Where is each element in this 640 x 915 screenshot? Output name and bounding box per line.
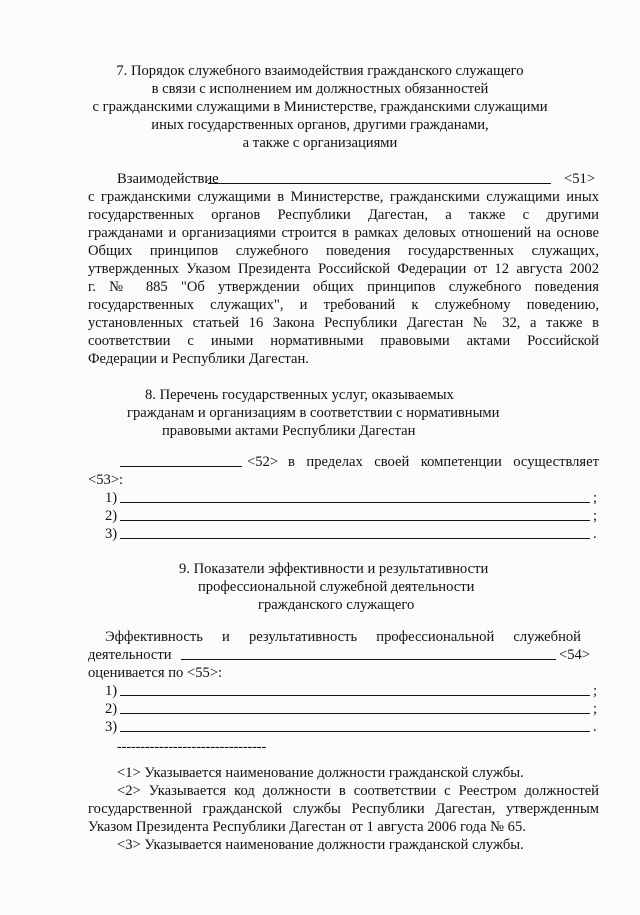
- section8-heading-line: гражданам и организациям в соответствии с нормативными: [127, 405, 500, 421]
- intro-word: Взаимодействие: [117, 171, 219, 187]
- section7-body-line: гражданами и организациями строится в рамках деловых отношений на основе: [88, 225, 599, 241]
- section7-body-line: Общих принципов служебного поведения государственных служащих,: [88, 243, 599, 259]
- list-item-end: .: [593, 526, 597, 542]
- section7-heading-line: а также с организациями: [242, 135, 398, 151]
- list-item-number: 2): [105, 701, 118, 717]
- section7-body-line: Федерации и Республики Дагестан.: [88, 351, 309, 367]
- section7-body-line: государственных органов Республики Дагестан, а также с другими: [88, 207, 599, 223]
- list-item-number: 2): [105, 508, 118, 524]
- list-item-number: 3): [105, 526, 118, 542]
- section7-body-line: г. № 885 "Об утверждении общих принципов служебного поведения: [88, 279, 599, 295]
- blank-field-52: [120, 466, 242, 467]
- footnote-line: <2> Указывается код должности в соответствии с Реестром должностей: [117, 783, 599, 799]
- section7-body-line: утвержденных Указом Президента Российской Федерации от 12 августа 2002: [88, 261, 599, 277]
- list-item-end: ;: [593, 508, 598, 524]
- section9-line2-word: деятельности: [88, 647, 172, 663]
- section7-body-line: соответствии с иными нормативными правовыми актами Российской: [88, 333, 599, 349]
- footnote-line: <1> Указывается наименование должности гражданской службы.: [117, 765, 524, 781]
- section9-line3: оценивается по <55>:: [88, 665, 223, 681]
- blank-field-item: [120, 538, 590, 539]
- blank-field-51: [208, 183, 551, 184]
- footnote-ref-53: <53>:: [88, 472, 124, 488]
- section7-heading-line: в связи с исполнением им должностных обязанностей: [151, 81, 489, 97]
- section9-heading-line: профессиональной служебной деятельности: [198, 579, 475, 595]
- list-item-number: 1): [105, 490, 118, 506]
- section9-line1: Эффективность и результативность профессиональной служебной: [105, 629, 581, 645]
- footnote-line: <3> Указывается наименование должности гражданской службы.: [117, 837, 524, 853]
- blank-field-54: [181, 659, 556, 660]
- section8-line1-text: в пределах своей компетенции осуществляет: [288, 454, 599, 470]
- section7-body-line: государственных служащих", и требований к служебному поведению,: [88, 297, 599, 313]
- section7-body-line: с гражданскими служащими в Министерстве, гражданскими служащими иных: [88, 189, 599, 205]
- list-item-end: ;: [593, 490, 598, 506]
- list-item-end: ;: [593, 683, 598, 699]
- footnote-line: государственной гражданской службы Республики Дагестан, утвержденным: [88, 801, 599, 817]
- section9-heading-line: 9. Показатели эффективности и результативности: [179, 561, 489, 577]
- blank-field-item: [120, 520, 590, 521]
- section7-heading-line: иных государственных органов, другими гражданами,: [151, 117, 489, 133]
- section7-body-line: установленных статьей 16 Закона Республики Дагестан № 32, а также в: [88, 315, 599, 331]
- footnote-separator: --------------------------------: [117, 739, 267, 755]
- footnote-ref-52: <52>: [247, 454, 279, 470]
- list-item-number: 1): [105, 683, 118, 699]
- list-item-number: 3): [105, 719, 118, 735]
- section9-heading-line: гражданского служащего: [258, 597, 415, 613]
- blank-field-item: [120, 502, 590, 503]
- blank-field-item: [120, 713, 590, 714]
- footnote-line: Указом Президента Республики Дагестан от 1 августа 2006 года № 65.: [88, 819, 526, 835]
- section8-heading-line: правовыми актами Республики Дагестан: [162, 423, 416, 439]
- footnote-ref-51: <51>: [564, 171, 596, 187]
- list-item-end: ;: [593, 701, 598, 717]
- blank-field-item: [120, 695, 590, 696]
- section7-heading-line: с гражданскими служащими в Министерстве, гражданскими служащими: [92, 99, 548, 115]
- section7-heading-line: 7. Порядок служебного взаимодействия гражданского служащего: [116, 63, 524, 79]
- list-item-end: .: [593, 719, 597, 735]
- footnote-ref-54: <54>: [559, 647, 591, 663]
- blank-field-item: [120, 731, 590, 732]
- section8-heading-line: 8. Перечень государственных услуг, оказываемых: [145, 387, 454, 403]
